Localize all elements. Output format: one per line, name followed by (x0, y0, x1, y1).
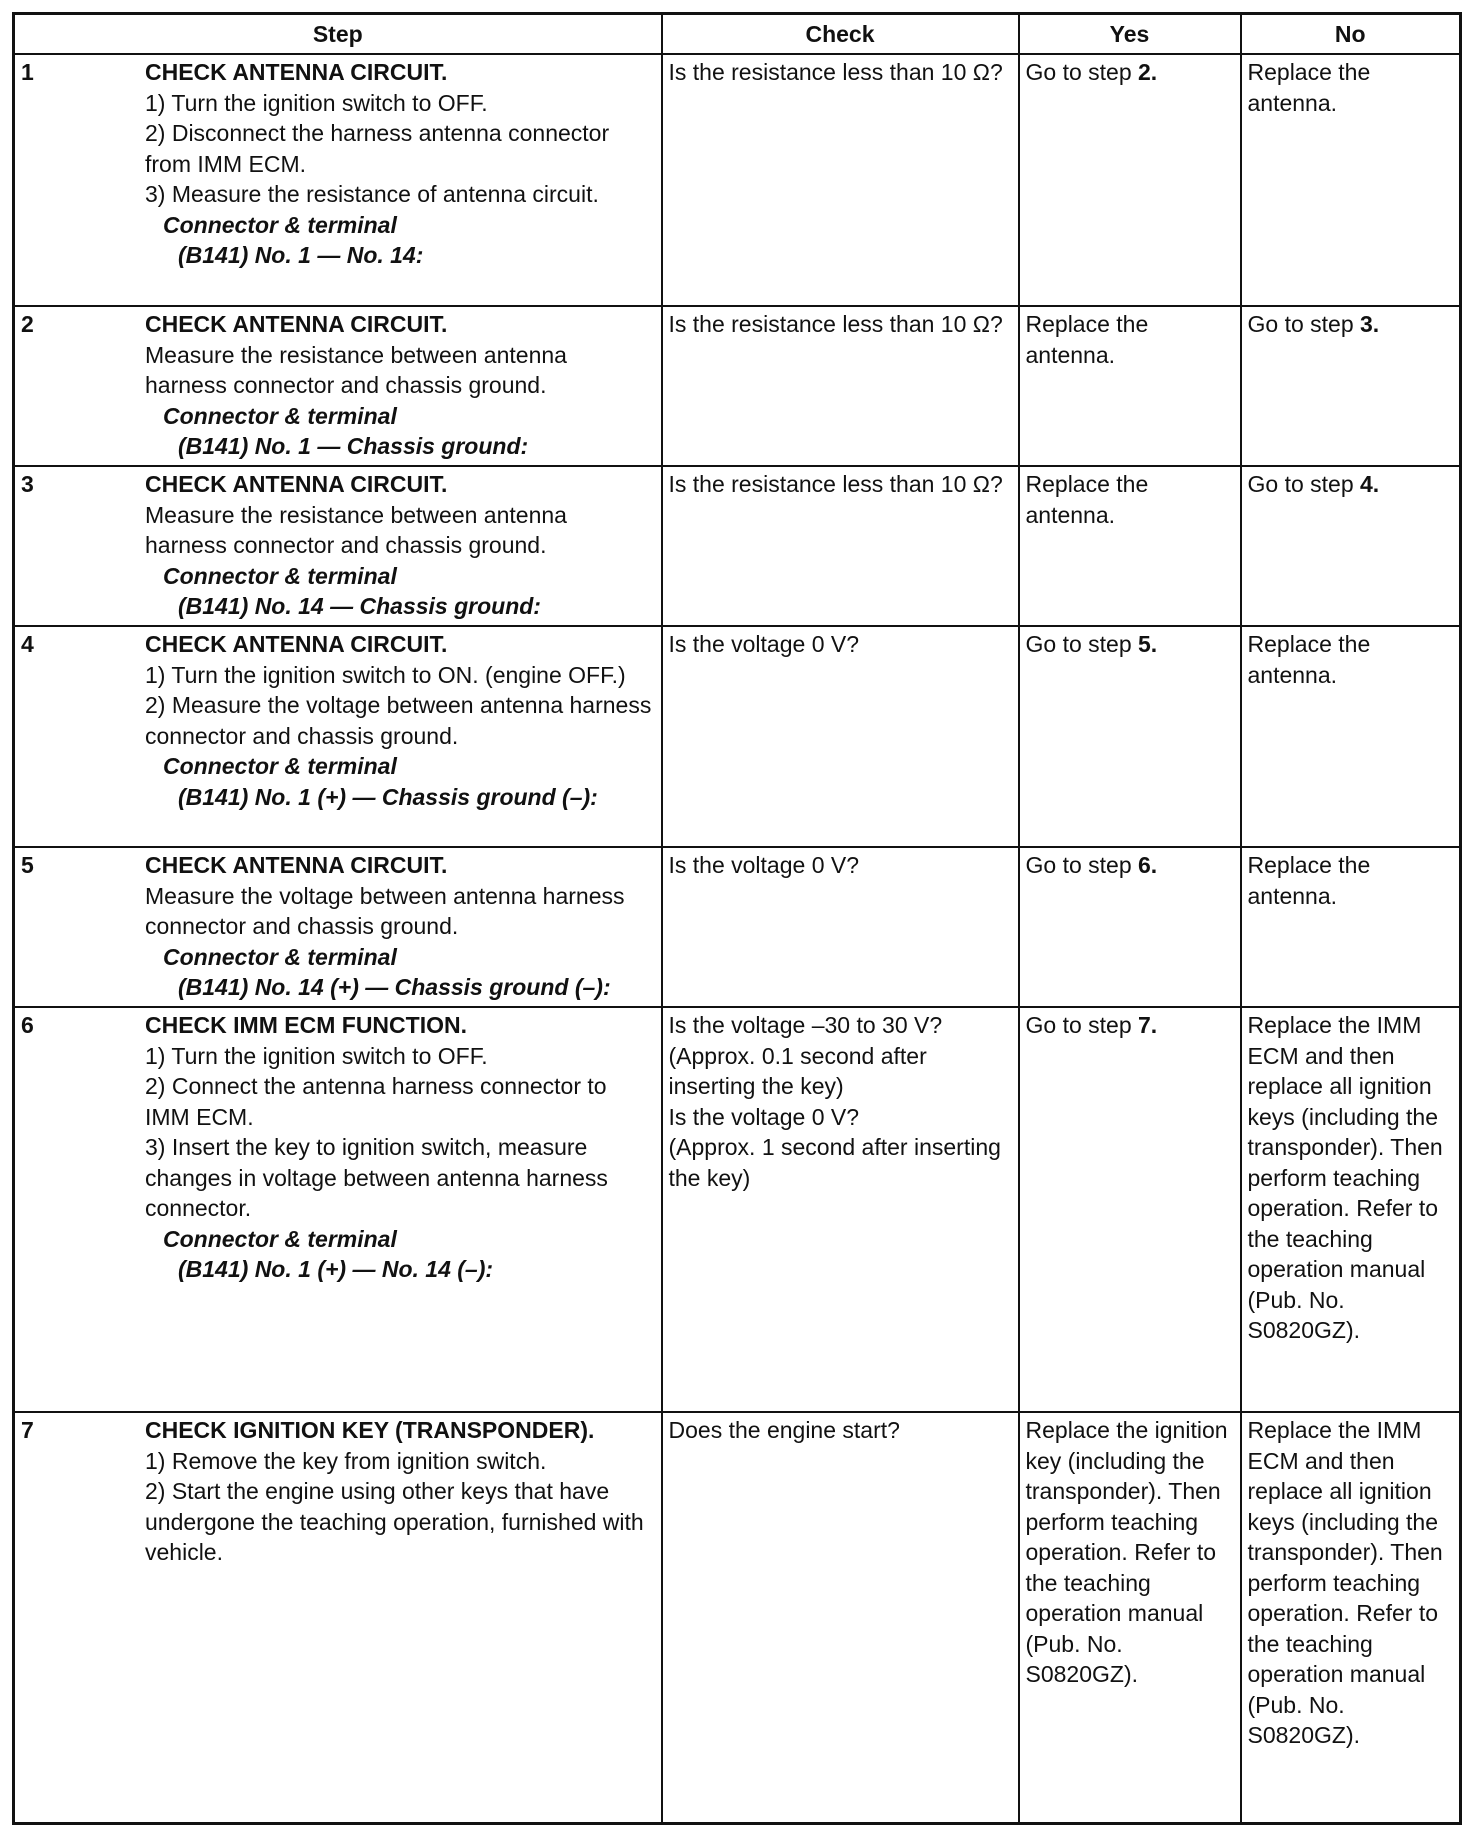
no-text: Go to step (1247, 471, 1361, 497)
connector-label: Connector & terminal (163, 562, 397, 589)
check-cell (662, 466, 1019, 626)
step-title: CHECK ANTENNA CIRCUIT. (145, 852, 448, 878)
step-cell (14, 847, 662, 1007)
table-row (14, 54, 1461, 306)
header-check: Check (662, 14, 1019, 55)
yes-step-number: 6. (1138, 852, 1158, 878)
step-instruction: Measure the resistance between antenna harness connector and chassis ground. (145, 341, 567, 398)
step-instruction: 1) Turn the ignition switch to OFF. (145, 89, 488, 116)
yes-text: Go to step (1025, 59, 1139, 85)
step-instruction: 3) Insert the key to ignition switch, measure changes in voltage between antenna harness connector. (145, 1134, 608, 1221)
check-cell (662, 54, 1019, 306)
step-title: CHECK ANTENNA CIRCUIT. (145, 59, 448, 85)
no-cell (1241, 1007, 1461, 1412)
step-body (145, 1010, 655, 1285)
check-line: Does the engine start? (668, 1417, 900, 1443)
check-line: Is the voltage –30 to 30 V? (668, 1012, 943, 1038)
step-body (145, 309, 655, 462)
yes-step-number: 7. (1138, 1012, 1158, 1038)
yes-cell (1019, 1412, 1241, 1823)
yes-cell (1019, 847, 1241, 1007)
check-line: Is the voltage 0 V? (668, 1103, 860, 1130)
yes-text: Replace the antenna. (1025, 311, 1149, 368)
yes-cell (1019, 466, 1241, 626)
check-cell (662, 626, 1019, 847)
no-cell (1241, 306, 1461, 466)
connector-terminals: (B141) No. 14 (+) — Chassis ground (–): (178, 974, 611, 1000)
step-instruction: 2) Connect the antenna harness connector to IMM ECM. (145, 1073, 607, 1130)
table-row (14, 466, 1461, 626)
no-cell (1241, 466, 1461, 626)
step-number: 5 (21, 852, 34, 878)
check-line: Is the resistance less than 10 Ω? (668, 59, 1003, 85)
table-row (14, 1412, 1461, 1823)
step-title: CHECK ANTENNA CIRCUIT. (145, 311, 448, 337)
step-body (145, 1415, 655, 1568)
header-step: Step (14, 14, 662, 55)
yes-step-number: 5. (1138, 631, 1158, 657)
step-body (145, 469, 655, 622)
table-body (14, 54, 1461, 1823)
no-step-number: 3. (1360, 311, 1380, 337)
no-text: Replace the antenna. (1247, 59, 1371, 116)
step-cell (14, 1412, 662, 1823)
check-cell (662, 847, 1019, 1007)
step-number: 6 (21, 1012, 34, 1038)
connector-label: Connector & terminal (163, 211, 397, 238)
step-instruction: 1) Turn the ignition switch to OFF. (145, 1042, 488, 1069)
header-yes: Yes (1019, 14, 1241, 55)
step-instruction: Measure the resistance between antenna harness connector and chassis ground. (145, 501, 567, 558)
yes-cell (1019, 306, 1241, 466)
header-no: No (1241, 14, 1461, 55)
step-title: CHECK IMM ECM FUNCTION. (145, 1012, 467, 1038)
step-number: 7 (21, 1417, 34, 1443)
no-text: Go to step (1247, 311, 1361, 337)
yes-text: Go to step (1025, 852, 1139, 878)
yes-step-number: 2. (1138, 59, 1158, 85)
connector-label: Connector & terminal (163, 943, 397, 970)
yes-cell (1019, 1007, 1241, 1412)
check-line: (Approx. 0.1 second after inserting the key) (668, 1042, 927, 1099)
check-cell (662, 1412, 1019, 1823)
check-line: (Approx. 1 second after inserting the key) (668, 1134, 1001, 1191)
yes-text: Go to step (1025, 631, 1139, 657)
connector-terminals: (B141) No. 1 — No. 14: (178, 242, 424, 268)
connector-label: Connector & terminal (163, 753, 397, 779)
yes-text: Replace the ignition key (including the transponder). Then perform teaching operation. Refer to the teaching operation manual (Pub. No. S0820GZ). (1025, 1417, 1228, 1687)
no-text: Replace the IMM ECM and then replace all ignition keys (including the transponder). Then perform teaching operation. Refer to the teaching operation manual (Pub. No. S0820GZ). (1247, 1012, 1443, 1343)
check-line: Is the resistance less than 10 Ω? (668, 471, 1003, 497)
step-instruction: 3) Measure the resistance of antenna circuit. (145, 181, 599, 207)
check-line: Is the voltage 0 V? (668, 852, 860, 878)
table-row (14, 1007, 1461, 1412)
no-cell (1241, 847, 1461, 1007)
step-cell (14, 54, 662, 306)
connector-terminals: (B141) No. 14 — Chassis ground: (178, 593, 541, 619)
connector-label: Connector & terminal (163, 402, 397, 429)
check-line: Is the resistance less than 10 Ω? (668, 311, 1003, 337)
no-text: Replace the antenna. (1247, 631, 1371, 688)
table-row (14, 847, 1461, 1007)
step-cell (14, 1007, 662, 1412)
check-cell (662, 1007, 1019, 1412)
yes-text: Go to step (1025, 1012, 1139, 1038)
diagnostic-table (12, 12, 1462, 1825)
yes-text: Replace the antenna. (1025, 471, 1149, 528)
connector-terminals: (B141) No. 1 — Chassis ground: (178, 433, 529, 459)
yes-cell (1019, 54, 1241, 306)
no-text: Replace the antenna. (1247, 852, 1371, 909)
step-title: CHECK ANTENNA CIRCUIT. (145, 471, 448, 497)
yes-cell (1019, 626, 1241, 847)
check-line: Is the voltage 0 V? (668, 631, 860, 657)
connector-label: Connector & terminal (163, 1225, 397, 1252)
step-body (145, 57, 655, 271)
no-cell (1241, 626, 1461, 847)
step-cell (14, 466, 662, 626)
step-instruction: 1) Turn the ignition switch to ON. (engine OFF.) (145, 661, 626, 688)
header-row (14, 14, 1461, 55)
step-instruction: 1) Remove the key from ignition switch. (145, 1447, 547, 1474)
no-step-number: 4. (1360, 471, 1380, 497)
step-title: CHECK IGNITION KEY (TRANSPONDER). (145, 1417, 595, 1443)
step-number: 4 (21, 631, 34, 657)
step-number: 1 (21, 59, 34, 85)
step-cell (14, 626, 662, 847)
no-cell (1241, 54, 1461, 306)
step-instruction: 2) Measure the voltage between antenna harness connector and chassis ground. (145, 692, 652, 749)
step-number: 2 (21, 311, 34, 337)
table-row (14, 306, 1461, 466)
table-row (14, 626, 1461, 847)
step-title: CHECK ANTENNA CIRCUIT. (145, 631, 448, 657)
step-body (145, 629, 655, 812)
step-instruction: Measure the voltage between antenna harness connector and chassis ground. (145, 882, 625, 939)
step-cell (14, 306, 662, 466)
step-body (145, 850, 655, 1003)
step-instruction: 2) Disconnect the harness antenna connector from IMM ECM. (145, 120, 610, 177)
step-number: 3 (21, 471, 34, 497)
no-text: Replace the IMM ECM and then replace all ignition keys (including the transponder). Then perform teaching operation. Refer to the teaching operation manual (Pub. No. S0820GZ). (1247, 1417, 1443, 1748)
check-cell (662, 306, 1019, 466)
no-cell (1241, 1412, 1461, 1823)
step-instruction: 2) Start the engine using other keys that have undergone the teaching operation, furnished with vehicle. (145, 1478, 644, 1565)
connector-terminals: (B141) No. 1 (+) — Chassis ground (–): (178, 783, 598, 810)
connector-terminals: (B141) No. 1 (+) — No. 14 (–): (178, 1256, 494, 1282)
